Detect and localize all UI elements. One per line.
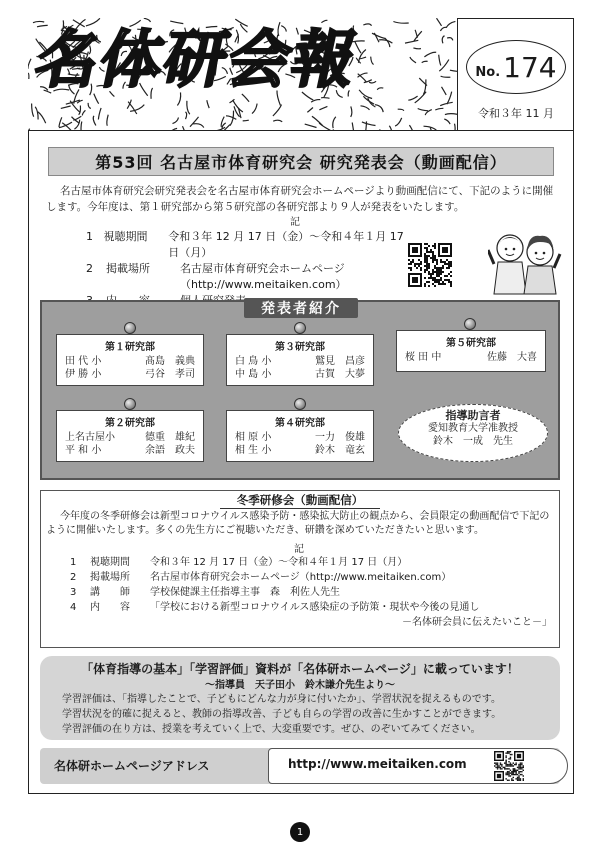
detail-row: （http://www.meitaiken.com） <box>180 278 347 291</box>
issue-date: 令和３年 11 月 <box>478 107 554 120</box>
homepage-link[interactable]: http://www.meitaiken.com <box>288 757 467 771</box>
issue-prefix: No. <box>475 64 501 80</box>
issue-number: 174 <box>503 50 557 84</box>
intro-paragraph: 名古屋市体育研究会研究発表会を名古屋市体育研究会ホームページより動画配信にて、下記のように開催します。今年度は、第１研究部から第５研究部の各研究部より９人が発表をいたします。 <box>46 185 554 213</box>
detail-row: 2 掲載場所 名古屋市体育研究会ホームページ <box>86 262 345 275</box>
dept3-card: 第３研究部 白 鳥 小 鷲見 昌彦 中 島 小 古賀 大夢 <box>226 334 374 386</box>
qr-code-icon[interactable] <box>408 243 452 287</box>
page-number: 1 <box>290 822 310 842</box>
winter-row: 4 内 容 「学校における新型コロナウイルス感染症の予防策・現状や今後の見通し <box>70 602 480 613</box>
url-label: 名体研ホームページアドレス <box>54 759 210 773</box>
details-list <box>86 229 416 309</box>
dept1-card: 第１研究部 田 代 小 髙島 義典 伊 勝 小 弓谷 孝司 <box>56 334 204 386</box>
ki-marker: 記 <box>294 544 304 555</box>
winter-tail: －名体研会員に伝えたいこと－」 <box>402 617 552 628</box>
advisor-heading: 指導助言者 <box>445 409 501 422</box>
newsletter-title: 名体研会報 <box>29 23 365 96</box>
advisor-title: 愛知教育大学准教授 <box>428 423 518 434</box>
winter-row: 2 掲載場所 名古屋市体育研究会ホームページ（http://www.meitaiken.com） <box>70 572 452 583</box>
dept5-card: 第５研究部 桜 田 中 佐藤 大喜 <box>396 330 546 372</box>
guide-subtitle: ～指導員 天子田小 鈴木謙介先生より～ <box>205 680 395 691</box>
winter-seminar-title: 冬季研修会（動画配信） <box>210 492 390 508</box>
issue-number-oval <box>466 40 566 94</box>
guide-body: 学習評価は、「指導したことで、子どもにどんな力が身に付いたか」、学習状況を捉えるものです。 学習状況を的確に捉えると、教師の指導改善、子ども自らの学習の改善に生かすことができます。 学習評価の在り方は、授業を考えていく上で、大変重要です。ぜひ、のぞいてみてください。 <box>62 694 502 735</box>
winter-row: 1 視聴期間 令和３年 12 月 17 日（金）～令和４年１月 17 日（月） <box>70 557 408 568</box>
headline-text: 第53回 名古屋市体育研究会 研究発表会（動画配信） <box>95 153 507 172</box>
winter-row: 3 講 師 学校保健課主任指導主事 森 利佐人先生 <box>70 587 340 598</box>
qr-code-icon[interactable] <box>494 751 524 781</box>
advisor-name: 鈴木 一成 先生 <box>433 436 513 447</box>
advisor-bubble <box>398 404 548 462</box>
detail-row: 1 視聴期間 令和３年 12 月 17 日（金）～令和４年１月 17 日（月） <box>86 230 404 259</box>
ki-marker: 記 <box>290 217 300 228</box>
winter-list <box>70 555 560 630</box>
headline-banner <box>48 147 554 176</box>
presenters-title: 発表者紹介 <box>244 298 358 318</box>
dept2-card: 第２研究部 上名古屋小 德重 雄紀 平 和 小 余語 政夫 <box>56 410 204 462</box>
winter-body: 今年度の冬季研修会は新型コロナウイルス感染予防・感染拡大防止の観点から、会員限定の動画配信で下記のように開催いたします。多くの先生方にご視聴いただき、研鑽を深めていただきたいと思います。 <box>46 511 550 536</box>
dept4-card: 第４研究部 相 原 小 一力 俊雄 相 生 小 鈴木 竜玄 <box>226 410 374 462</box>
students-illustration-icon <box>488 224 562 296</box>
guide-title: 「体育指導の基本」「学習評価」資料が「名体研ホームページ」に載っています！ <box>81 662 519 676</box>
